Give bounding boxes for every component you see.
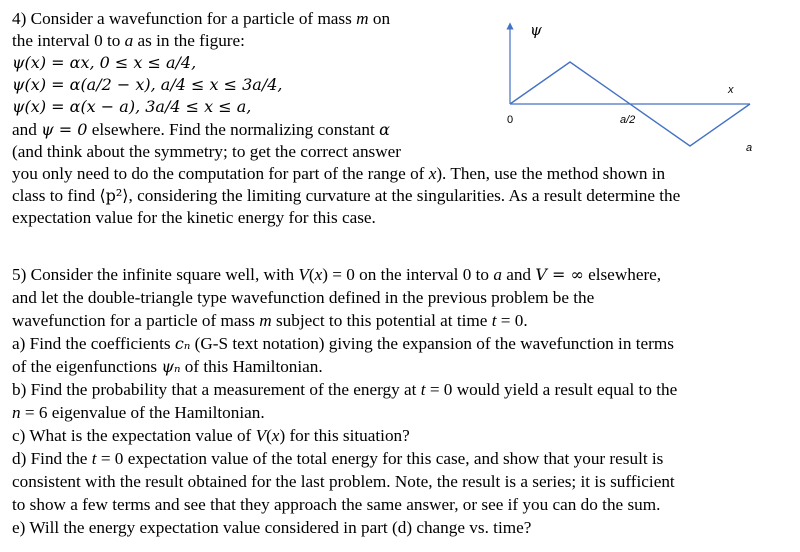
p4-line-7: (and think about the symmetry; to get the correct answer [12, 142, 401, 161]
wavefunction-plot [478, 4, 800, 162]
p4-equation-2: ψ(x) = α(a/2 − x), a/4 ≤ x ≤ 3a/4, [12, 75, 283, 94]
p5-part-b-line-2: n = 6 eigenvalue of the Hamiltonian. [12, 403, 265, 422]
p4-line-10: expectation value for the kinetic energy for this case. [12, 208, 376, 227]
p5-part-d-line-2: consistent with the result obtained for the last problem. Note, the result is a series; it is sufficient [12, 472, 675, 491]
p5-line-1: 5) Consider the infinite square well, with V(x) = 0 on the interval 0 to a and V = ∞ elsewhere, [12, 265, 662, 284]
p4-line-6: and ψ = 0 elsewhere. Find the normalizing constant α [12, 120, 390, 139]
x-axis-label: x [728, 84, 734, 96]
p5-part-d-line-1: d) Find the t = 0 expectation value of the total energy for this case, and show that your result is [12, 449, 664, 468]
origin-label: 0 [507, 114, 514, 126]
p4-equation-1: ψ(x) = αx, 0 ≤ x ≤ a/4, [12, 53, 197, 72]
p4-line-2: the interval 0 to a as in the figure: [12, 31, 245, 50]
p5-part-d-line-3: to show a few terms and see that they approach the same answer, or see if you can do the sum. [12, 495, 661, 514]
psi-axis-label: ψ [530, 21, 542, 39]
p5-part-a-line-1: a) Find the coefficients cₙ (G-S text notation) giving the expansion of the wavefunction in terms [12, 334, 674, 353]
p5-line-3: wavefunction for a particle of mass m subject to this potential at time t = 0. [12, 311, 528, 330]
wavefunction-figure [478, 4, 800, 162]
p5-part-c: c) What is the expectation value of V(x) for this situation? [12, 426, 410, 445]
half-a-label: a/2 [620, 114, 636, 126]
p5-part-a-line-2: of the eigenfunctions ψₙ of this Hamiltonian. [12, 357, 323, 376]
p4-line-1: 4) Consider a wavefunction for a particle of mass m on [12, 9, 391, 28]
p5-line-2: and let the double-triangle type wavefunction defined in the previous problem be the [12, 288, 595, 307]
p4-line-8: you only need to do the computation for part of the range of x). Then, use the method shown in [12, 164, 666, 183]
p4-line-9: class to find ⟨p²⟩, considering the limiting curvature at the singularities. As a result determine the [12, 186, 681, 205]
p5-part-e: e) Will the energy expectation value considered in part (d) change vs. time? [12, 518, 532, 537]
p5-part-b-line-1: b) Find the probability that a measurement of the energy at t = 0 would yield a result equal to the [12, 380, 678, 399]
p4-equation-3: ψ(x) = α(x − a), 3a/4 ≤ x ≤ a, [12, 97, 252, 116]
a-label: a [746, 142, 753, 154]
